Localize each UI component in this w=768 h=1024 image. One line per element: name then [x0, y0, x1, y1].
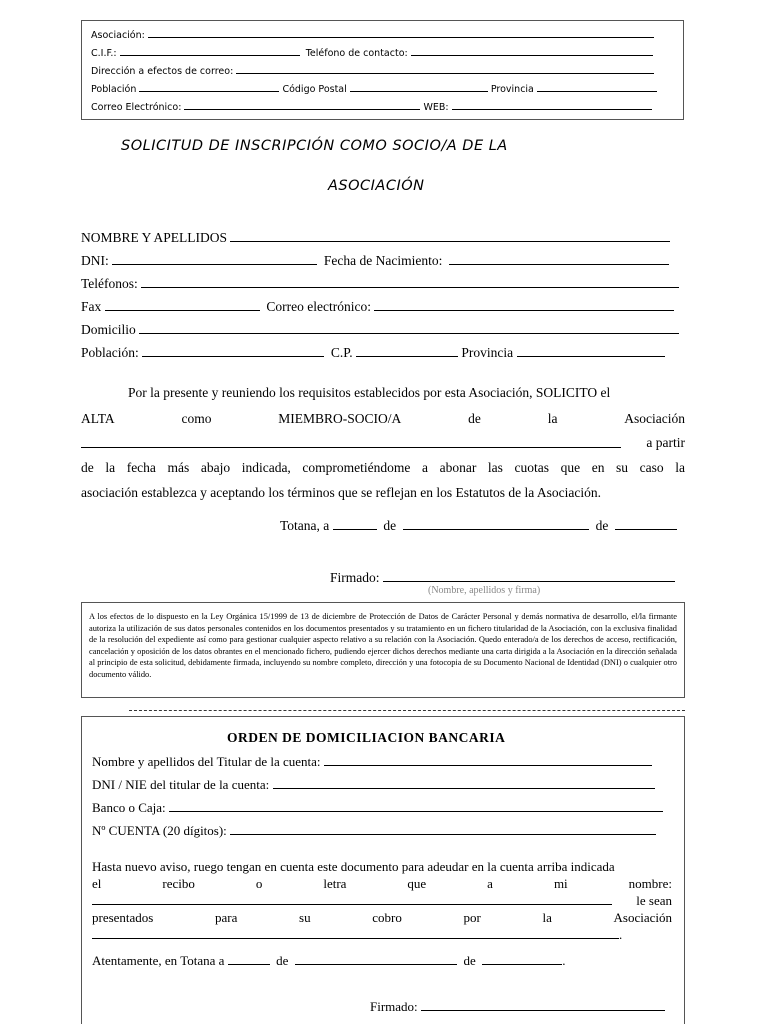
web-label: WEB: [423, 102, 449, 113]
correo-label: Correo Electrónico: [91, 102, 182, 113]
firmado-label: Firmado: [330, 570, 380, 585]
year-field[interactable] [615, 517, 677, 530]
nacimiento-field[interactable] [449, 252, 669, 265]
direccion-label: Dirección a efectos de correo: [91, 66, 234, 77]
de-label-2: de [595, 518, 609, 533]
provincia-personal-label: Provincia [461, 345, 514, 360]
signature-field[interactable] [383, 569, 675, 582]
bank-signature-field[interactable] [421, 999, 665, 1011]
cp-label: C.P. [330, 345, 353, 360]
titular-field[interactable] [324, 754, 652, 766]
poblacion-personal-row [81, 344, 665, 361]
word-que: que [407, 876, 427, 891]
asociacion-payee-field[interactable] [92, 927, 619, 939]
nacimiento-label: Fecha de Nacimiento: [323, 253, 443, 268]
nombre-field[interactable] [230, 229, 670, 242]
nombre-label: NOMBRE Y APELLIDOS [81, 230, 228, 245]
word-nombre: nombre: [628, 876, 672, 891]
correo-electronico-field[interactable] [374, 298, 674, 311]
request-line3 [81, 435, 685, 460]
bank-order-box [81, 716, 685, 1024]
fax-label: Fax [81, 299, 102, 314]
place-label: Totana, a [280, 518, 330, 533]
codigo-postal-label: Código Postal [282, 84, 347, 95]
titular-row [92, 754, 652, 770]
fax-row [81, 298, 674, 315]
poblacion-field[interactable] [139, 82, 279, 92]
domicilio-label: Domicilio [81, 322, 136, 337]
banco-label: Banco o Caja: [92, 800, 166, 815]
cif-field[interactable] [120, 46, 300, 56]
payee-field[interactable] [92, 893, 612, 905]
cif-label: C.I.F.: [91, 48, 117, 59]
word-su: su [299, 910, 311, 925]
word-para: para [215, 910, 238, 925]
association-info-box [81, 20, 684, 120]
nombre-row [81, 229, 670, 246]
telefonos-field[interactable] [141, 275, 679, 288]
dni-nie-row [92, 777, 655, 793]
cp-field[interactable] [356, 344, 458, 357]
dni-nie-field[interactable] [273, 777, 655, 789]
dni-label: DNI: [81, 253, 109, 268]
bank-para-line1: Hasta nuevo aviso, ruego tengan en cuenta este documento para adeudar en la cuenta arriba indicada [92, 859, 615, 874]
word-de: de [468, 411, 481, 426]
correo-row [91, 100, 652, 113]
le-sean-text: le sean [636, 893, 672, 908]
poblacion-personal-label: Población: [81, 345, 139, 360]
asociacion-label: Asociación: [91, 30, 145, 41]
request-line1: Por la presente y reuniendo los requisitos establecidos por esta Asociación, SOLICITO el [128, 385, 611, 400]
day-field[interactable] [333, 517, 377, 530]
word-letra: letra [323, 876, 347, 891]
telefonos-row [81, 275, 679, 292]
word-alta: ALTA [81, 411, 115, 426]
request-line2 [81, 411, 685, 435]
word-la: la [547, 411, 558, 426]
web-field[interactable] [452, 100, 652, 110]
poblacion-personal-field[interactable] [142, 344, 324, 357]
telefono-label: Teléfono de contacto: [305, 48, 408, 59]
correo-field[interactable] [184, 100, 420, 110]
atentamente-row: Atentamente, en Totana a de de . [92, 953, 566, 968]
data-protection-box [81, 602, 685, 698]
fax-field[interactable] [105, 298, 260, 311]
banco-row [92, 800, 663, 816]
direccion-row [91, 64, 654, 77]
bank-para-line2 [92, 876, 672, 893]
data-protection-text: A los efectos de lo dispuesto en la Ley Orgánica 15/1999 de 13 de diciembre de Protección de Datos de Carácter Personal y demás normativa de desarrollo, el/la firmante autoriza la utilización de sus datos personales contenidos en los documentos presentados y su tratamiento en un fichero titularidad de la Asociación, con la exclusiva finalidad de la resolución del expediente así como para gestionar cualquier aspecto relativo a su relación con la Asociación. Quedo enterado/a de los derechos de acceso, rectificación, cancelación y oposición de los datos obrantes en el mencionado fichero, pudiendo ejercer dichos derechos mediante una carta dirigida a la Asociación en la dirección señalada al principio de esta solicitud, debidamente firmada, incluyendo su nombre completo, dirección y una fotocopia de su Documento Nacional de Identidad (DNI) o cualquier otro documento válido. [89, 612, 677, 679]
request-paragraph [81, 385, 685, 509]
codigo-postal-field[interactable] [350, 82, 488, 92]
bank-para-line5: . [92, 927, 672, 944]
cif-row [91, 46, 653, 59]
provincia-field[interactable] [537, 82, 657, 92]
bank-de-label-1: de [276, 953, 289, 968]
cuenta-row [92, 823, 656, 839]
titular-label: Nombre y apellidos del Titular de la cuenta: [92, 754, 321, 769]
correo-electronico-label: Correo electrónico: [266, 299, 371, 314]
word-miembro-socio: MIEMBRO-SOCIO/A [278, 411, 402, 426]
provincia-personal-field[interactable] [517, 344, 665, 357]
asociacion-name-field[interactable] [81, 435, 621, 448]
bank-para-line4 [92, 910, 672, 927]
de-label-1: de [383, 518, 397, 533]
word-por: por [463, 910, 481, 925]
word-asociacion: Asociación [624, 411, 685, 426]
request-line4: de la fecha más abajo indicada, comprometiéndome a abonar las cuotas que en su caso la [81, 460, 685, 475]
bank-para-line3 [92, 893, 672, 910]
direccion-field[interactable] [236, 64, 654, 74]
bank-signature-row [370, 999, 665, 1015]
poblacion-label: Población [91, 84, 137, 95]
bank-paragraph [92, 859, 672, 944]
asociacion-row [91, 28, 654, 41]
provincia-label: Provincia [490, 84, 534, 95]
bank-firmado-label: Firmado: [370, 999, 418, 1014]
a-partir-text: a partir [646, 435, 685, 450]
form-title-line2: ASOCIACIÓN [328, 178, 425, 194]
telefono-field[interactable] [411, 46, 653, 56]
word-cobro: cobro [372, 910, 402, 925]
word-asociacion-2: Asociación [613, 910, 672, 925]
form-title-line1: SOLICITUD DE INSCRIPCIÓN COMO SOCIO/A DE LA [121, 138, 508, 154]
word-recibo: recibo [162, 876, 195, 891]
dni-nie-label: DNI / NIE del titular de la cuenta: [92, 777, 270, 792]
bank-de-label-2: de [463, 953, 476, 968]
bank-day-field[interactable] [228, 953, 270, 965]
word-o: o [255, 876, 263, 891]
signature-hint: (Nombre, apellidos y firma) [428, 585, 541, 596]
asociacion-field[interactable] [148, 28, 654, 38]
dni-field[interactable] [112, 252, 317, 265]
cuenta-field[interactable] [230, 823, 656, 835]
telefonos-label: Teléfonos: [81, 276, 138, 291]
word-presentados: presentados [92, 910, 154, 925]
word-la-2: la [542, 910, 552, 925]
cuenta-label: Nº CUENTA (20 dígitos): [92, 823, 227, 838]
atentamente-label: Atentamente, en Totana a [92, 953, 225, 968]
word-el: el [92, 876, 102, 891]
poblacion-row [91, 82, 657, 95]
month-field[interactable] [403, 517, 589, 530]
bank-order-title: ORDEN DE DOMICILIACION BANCARIA [227, 730, 506, 745]
domicilio-field[interactable] [139, 321, 679, 334]
request-line5: asociación establezca y aceptando los términos que se reflejan en los Estatutos de la Asociación. [81, 485, 601, 500]
bank-year-field[interactable] [482, 953, 562, 965]
word-mi: mi [553, 876, 568, 891]
date-row [280, 517, 677, 534]
word-como: como [181, 411, 212, 426]
cut-line [129, 710, 685, 711]
signature-row [330, 569, 675, 586]
word-a: a [487, 876, 493, 891]
dni-row [81, 252, 669, 269]
banco-field[interactable] [169, 800, 663, 812]
domicilio-row [81, 321, 679, 338]
bank-month-field[interactable] [295, 953, 457, 965]
